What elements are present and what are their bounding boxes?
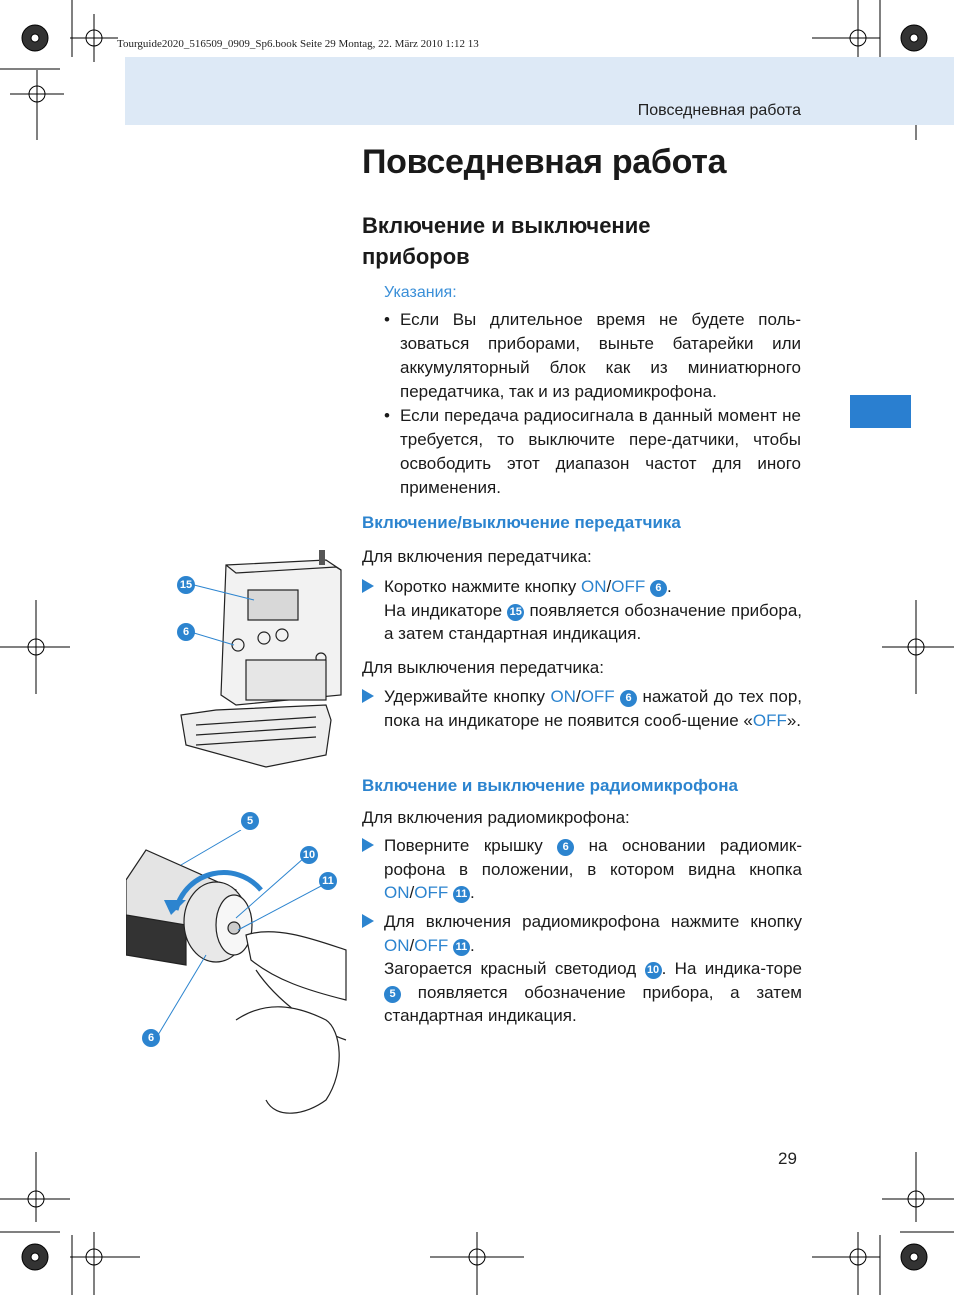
step-text: на основании радиомик-рофона в положении, в котором видна кнопка: [384, 836, 802, 879]
notes-list: [384, 308, 801, 500]
callout-button: 6: [177, 623, 195, 641]
ref-number-badge: 15: [507, 604, 524, 621]
transmitter-off-step: [362, 685, 802, 732]
step-text: ».: [786, 710, 802, 730]
step-text: . На индика-торе: [661, 959, 802, 978]
ref-number-badge: 6: [620, 690, 637, 707]
step-text: Коротко нажмите кнопку: [384, 577, 581, 596]
slash: /: [409, 883, 415, 902]
microphone-heading: Включение и выключение радиомикрофона: [362, 776, 738, 795]
notes-label: Указания:: [384, 284, 457, 301]
on-label: ON: [384, 883, 410, 902]
print-metadata: Tourguide2020_516509_0909_Sp6.book Seite 29 Montag, 22. März 2010 1:12 13: [117, 38, 479, 50]
on-label: ON: [550, 687, 576, 706]
callout-display: 15: [177, 576, 195, 594]
slash: /: [606, 577, 612, 596]
callout-mic-display: 5: [241, 812, 259, 830]
off-label: OFF: [414, 883, 449, 902]
note-item: • Если передача радиосигнала в данный момент не требуется, то выключите пере-датчики, чтобы освободить этот диапазон частот для иного применения.: [384, 404, 801, 500]
step-arrow-icon: [362, 914, 374, 928]
off-label: OFF: [580, 687, 615, 706]
transmitter-illustration: [176, 545, 351, 775]
microphone-step-2: [362, 910, 802, 1028]
microphone-illustration: [126, 830, 348, 1120]
page-number: 29: [778, 1149, 797, 1168]
step-arrow-icon: [362, 579, 374, 593]
microphone-step-1: [362, 834, 802, 905]
slash: /: [409, 935, 415, 955]
ref-number-badge: 6: [650, 580, 667, 597]
step-text: нажатой до тех пор, пока на индикаторе не появится сооб-щение «: [384, 687, 802, 730]
header-band: [125, 57, 954, 125]
step-text: появляется обозначение прибора, а затем стандартная индикация.: [384, 982, 802, 1025]
dot: .: [469, 883, 475, 902]
ref-number-badge: 5: [384, 986, 401, 1003]
step-arrow-icon: [362, 689, 374, 703]
chapter-tab: [850, 395, 911, 428]
ref-number-badge: 11: [453, 939, 470, 956]
callout-mic-led: 10: [300, 846, 318, 864]
on-label: ON: [581, 577, 607, 596]
ref-number-badge: 6: [557, 839, 574, 856]
transmitter-off-intro: Для выключения передатчика:: [362, 658, 604, 677]
dot: .: [469, 935, 475, 955]
transmitter-heading: Включение/выключение передатчика: [362, 513, 681, 532]
step-text: Загорается красный светодиод: [384, 959, 645, 978]
step-text: появляется обозначение прибора, а затем стандартная индикация.: [384, 600, 802, 643]
running-head: Повседневная работа: [637, 102, 801, 119]
off-label: OFF: [752, 710, 787, 730]
off-label: OFF: [414, 935, 449, 955]
page-title: Повседневная работа: [362, 143, 727, 181]
transmitter-on-step: [362, 575, 802, 646]
step-text: Поверните крышку: [384, 836, 558, 855]
step-text: На индикаторе: [384, 600, 508, 620]
step-text: Удерживайте кнопку: [384, 687, 551, 706]
ref-number-badge: 10: [645, 962, 662, 979]
slash: /: [575, 687, 581, 706]
microphone-on-intro: Для включения радиомикрофона:: [362, 808, 630, 827]
dot: .: [666, 577, 672, 596]
off-label: OFF: [611, 577, 646, 596]
callout-mic-cap: 6: [142, 1029, 160, 1047]
step-arrow-icon: [362, 838, 374, 852]
step-text: Для включения радиомикрофона нажмите кнопку: [384, 912, 802, 931]
callout-mic-button: 11: [319, 872, 337, 890]
section-title: Включение и выключение приборов: [362, 213, 651, 269]
on-label: ON: [384, 935, 410, 955]
ref-number-badge: 11: [453, 886, 470, 903]
transmitter-on-intro: Для включения передатчика:: [362, 547, 592, 566]
note-item: • Если Вы длительное время не будете поль-зоваться приборами, выньте батарейки или аккумуляторный блок как из миниатюрного передатчика, так и из радиомикрофона.: [384, 308, 801, 404]
